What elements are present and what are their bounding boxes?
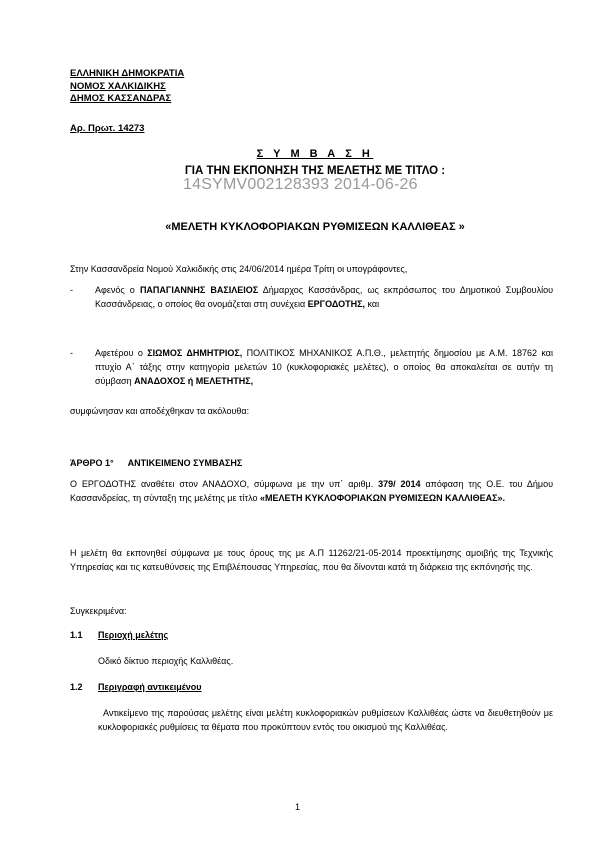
section-label: Περιγραφή αντικειμένου	[98, 682, 202, 692]
registry-watermark: 14SYMV002128393 2014-06-26	[183, 176, 418, 193]
article-paragraph-2: Η μελέτη θα εκπονηθεί σύμφωνα με τους όρους της με Α.Π 11262/21-05-2014 προεκτίμησης αμοιβής της Τεχνικής Υπηρεσίας και τις κατευθύνσεις της Επιβλέπουσας Υπηρεσίας, που θα δίνονται κατά τη διάρκεια της εκπόνησής της.	[70, 548, 553, 572]
party-employer	[70, 283, 553, 311]
agreement-line: συμφώνησαν και αποδέχθηκαν τα ακόλουθα:	[70, 406, 250, 416]
section-number: 1.1	[70, 630, 83, 640]
article-number: ΆΡΘΡΟ 1°	[70, 458, 114, 468]
protocol-number: Αρ. Πρωτ. 14273	[70, 123, 145, 134]
text-segment: Αφετέρου ο	[95, 348, 148, 358]
text-segment: Δήμαρχος Κασσάνδρας, ως εκπρόσωπος του Δημοτικού Συμβουλίου Κασσάνδρειας, ο οποίος θα ονομάζεται στη συνέχεια	[95, 285, 553, 309]
party-contractor	[70, 346, 553, 388]
employer-name: ΠΑΠΑΓΙΑΝΝΗΣ ΒΑΣΙΛΕΙΟΣ	[139, 285, 259, 295]
text-segment: Αφενός ο	[95, 285, 140, 295]
document-subtitle: ΓΙΑ ΤΗΝ ΕΚΠΟΝΗΣΗ ΤΗΣ ΜΕΛΕΤΗΣ ΜΕ ΤΙΤΛΟ :	[184, 165, 446, 177]
specifically-label: Συγκεκριμένα:	[70, 606, 127, 616]
party-employer-text	[95, 283, 553, 311]
header-line-municipality: ΔΗΜΟΣ ΚΑΣΣΑΝΔΡΑΣ	[70, 93, 172, 104]
project-title: «ΜΕΛΕΤΗ ΚΥΚΛΟΦΟΡΙΑΚΩΝ ΡΥΘΜΙΣΕΩΝ ΚΑΛΛΙΘΕΑΣ »	[165, 221, 465, 233]
page-number: 1	[294, 802, 300, 812]
document-title: Σ Υ Μ Β Α Σ Η	[256, 148, 374, 160]
article-heading	[70, 458, 242, 468]
party-contractor-text	[95, 346, 553, 388]
list-dash: -	[70, 285, 73, 295]
employer-role: ΕΡΓΟΔΟΤΗΣ,	[307, 299, 365, 309]
section-study-area-text: Οδικό δίκτυο περιοχής Καλλιθέας.	[98, 656, 234, 666]
section-heading-description	[70, 682, 202, 692]
section-number: 1.2	[70, 682, 83, 692]
article-title: ΑΝΤΙΚΕΙΜΕΝΟ ΣΥΜΒΑΣΗΣ	[127, 458, 243, 468]
text-segment: απόφαση της Ο.Ε. του Δήμου Κασσανδρείας, τη σύνταξη της μελέτης με τίτλο	[70, 479, 553, 503]
article-paragraph-1	[70, 477, 553, 505]
issuer-header	[70, 68, 184, 106]
text-segment: και	[364, 299, 380, 309]
text-segment: Ο ΕΡΓΟΔΟΤΗΣ αναθέτει στον ΑΝΑΔΟΧΟ, σύμφωνα με την υπ΄ αριθμ.	[70, 479, 379, 489]
contractor-name: ΣΙΩΜΟΣ ΔΗΜΗΤΡΙΟΣ,	[147, 348, 243, 358]
study-title: «ΜΕΛΕΤΗ ΚΥΚΛΟΦΟΡΙΑΚΩΝ ΡΥΘΜΙΣΕΩΝ ΚΑΛΛΙΘΕΑΣ».	[259, 493, 506, 503]
text-segment: ΠΟΛΙΤΙΚΟΣ ΜΗΧΑΝΙΚΟΣ Α.Π.Θ., μελετητής δημοσίου με Α.Μ. 18762 και πτυχίο Α΄ τάξης στην κατηγορία μελετών 10 (κυκλοφοριακές μελέτες), ο οποίος θα αποκαλείται σε αυτήν τη σύμβαση	[95, 348, 553, 386]
contractor-role: ΑΝΑΔΟΧΟΣ ή ΜΕΛΕΤΗΤΗΣ,	[134, 376, 254, 386]
section-label: Περιοχή μελέτης	[98, 630, 169, 640]
section-description-text: Αντικείμενο της παρούσας μελέτης είναι μελέτη κυκλοφοριακών ρυθμίσεων Καλλιθέας ώστε να διευθετηθούν με κυκλοφοριακές ρυθμίσεις τα θέματα που προκύπτουν εντός του οικισμού της Καλλιθέας.	[98, 708, 553, 732]
decision-number: 379/ 2014	[378, 479, 421, 489]
header-line-republic: ΕΛΛΗΝΙΚΗ ΔΗΜΟΚΡΑΤΙΑ	[70, 68, 185, 79]
header-line-prefecture: ΝΟΜΟΣ ΧΑΛΚΙΔΙΚΗΣ	[70, 80, 166, 92]
intro-paragraph: Στην Κασσανδρεία Νομού Χαλκιδικής στις 24/06/2014 ημέρα Τρίτη οι υπογράφοντες,	[70, 264, 408, 274]
list-dash: -	[70, 348, 73, 358]
section-heading-study-area	[70, 630, 168, 640]
